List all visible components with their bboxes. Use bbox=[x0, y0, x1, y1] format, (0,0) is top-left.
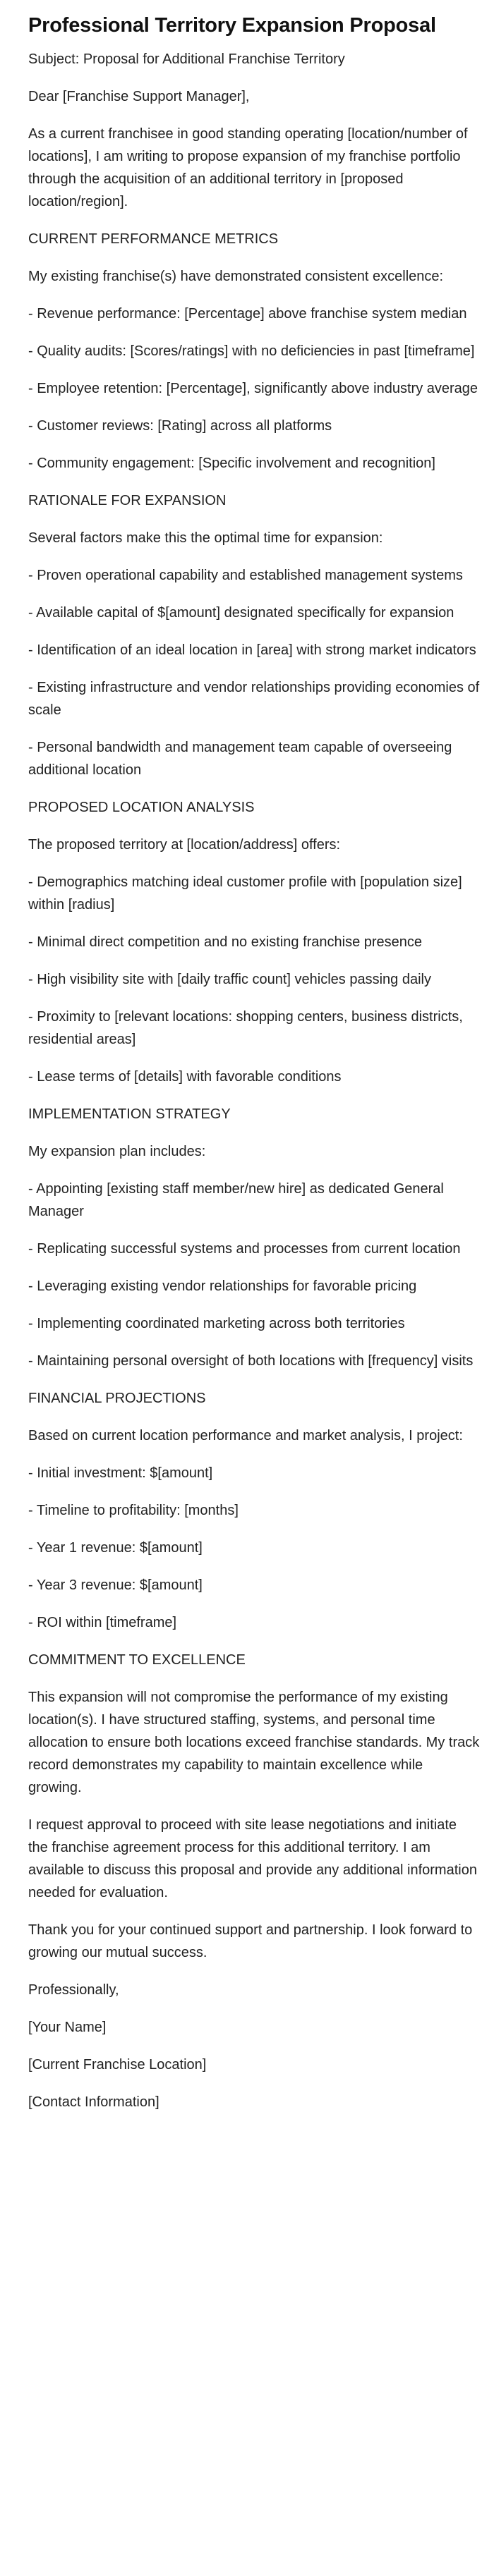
list-item: - Existing infrastructure and vendor relationships providing economies of scale bbox=[28, 680, 480, 718]
list-item: - Customer reviews: [Rating] across all platforms bbox=[28, 418, 332, 434]
list-item: - Minimal direct competition and no existing franchise presence bbox=[28, 934, 423, 950]
section-heading-financial: FINANCIAL PROJECTIONS bbox=[28, 1391, 206, 1406]
closing: Professionally, bbox=[28, 1982, 119, 1998]
list-item: - Proven operational capability and established management systems bbox=[28, 568, 463, 583]
body-paragraph: My existing franchise(s) have demonstrated consistent excellence: bbox=[28, 269, 444, 284]
list-item: - Personal bandwidth and management team capable of overseeing additional location bbox=[28, 740, 452, 778]
document-title: Professional Territory Expansion Proposal bbox=[28, 14, 436, 37]
body-paragraph: This expansion will not compromise the performance of my existing location(s). I have structured staffing, systems, and personal time allocation to ensure both locations exceed franchise standards. My track record demonstrates my capability to maintain excellence while growing. bbox=[28, 1690, 480, 1795]
signature-location: [Current Franchise Location] bbox=[28, 2057, 207, 2073]
body-paragraph: Several factors make this the optimal time for expansion: bbox=[28, 530, 383, 546]
list-item: - Lease terms of [details] with favorable conditions bbox=[28, 1069, 342, 1085]
list-item: - Quality audits: [Scores/ratings] with no deficiencies in past [timeframe] bbox=[28, 343, 475, 359]
body-paragraph: My expansion plan includes: bbox=[28, 1144, 206, 1159]
list-item: - Available capital of $[amount] designated specifically for expansion bbox=[28, 605, 454, 621]
body-paragraph: I request approval to proceed with site lease negotiations and initiate the franchise agreement process for this additional territory. I am available to discuss this proposal and provide any additional information needed for evaluation. bbox=[28, 1817, 477, 1900]
section-heading-rationale: RATIONALE FOR EXPANSION bbox=[28, 493, 227, 508]
body-paragraph: Thank you for your continued support and partnership. I look forward to growing our mutual success. bbox=[28, 1922, 473, 1960]
section-heading-commitment: COMMITMENT TO EXCELLENCE bbox=[28, 1652, 246, 1668]
list-item: - Initial investment: $[amount] bbox=[28, 1465, 213, 1481]
list-item: - Replicating successful systems and processes from current location bbox=[28, 1241, 461, 1257]
list-item: - Proximity to [relevant locations: shopping centers, business districts, residential areas] bbox=[28, 1009, 463, 1047]
subject-line: Subject: Proposal for Additional Franchise Territory bbox=[28, 51, 345, 67]
salutation: Dear [Franchise Support Manager], bbox=[28, 89, 250, 104]
list-item: - High visibility site with [daily traffic count] vehicles passing daily bbox=[28, 972, 431, 987]
list-item: - ROI within [timeframe] bbox=[28, 1615, 177, 1630]
list-item: - Timeline to profitability: [months] bbox=[28, 1503, 239, 1518]
list-item: - Appointing [existing staff member/new hire] as dedicated General Manager bbox=[28, 1181, 444, 1219]
body-paragraph: The proposed territory at [location/address] offers: bbox=[28, 837, 341, 853]
section-heading-location: PROPOSED LOCATION ANALYSIS bbox=[28, 800, 255, 815]
list-item: - Demographics matching ideal customer profile with [population size] within [radius] bbox=[28, 874, 462, 912]
list-item: - Leveraging existing vendor relationships for favorable pricing bbox=[28, 1278, 417, 1294]
section-heading-performance: CURRENT PERFORMANCE METRICS bbox=[28, 231, 279, 247]
section-heading-implementation: IMPLEMENTATION STRATEGY bbox=[28, 1106, 231, 1122]
list-item: - Community engagement: [Specific involvement and recognition] bbox=[28, 456, 435, 471]
list-item: - Revenue performance: [Percentage] above franchise system median bbox=[28, 306, 467, 322]
list-item: - Implementing coordinated marketing across both territories bbox=[28, 1316, 405, 1331]
signature-contact: [Contact Information] bbox=[28, 2094, 159, 2110]
list-item: - Year 3 revenue: $[amount] bbox=[28, 1577, 203, 1593]
body-paragraph: Based on current location performance and market analysis, I project: bbox=[28, 1428, 463, 1443]
signature-name: [Your Name] bbox=[28, 2020, 107, 2035]
list-item: - Identification of an ideal location in [area] with strong market indicators bbox=[28, 642, 476, 658]
list-item: - Maintaining personal oversight of both locations with [frequency] visits bbox=[28, 1353, 474, 1369]
intro-paragraph: As a current franchisee in good standing operating [location/number of locations], I am writing to propose expansion of my franchise portfolio through the acquisition of an additional territory in [proposed location/region]. bbox=[28, 126, 468, 209]
document bbox=[28, 11, 480, 2128]
list-item: - Year 1 revenue: $[amount] bbox=[28, 1540, 203, 1556]
list-item: - Employee retention: [Percentage], significantly above industry average bbox=[28, 381, 478, 396]
